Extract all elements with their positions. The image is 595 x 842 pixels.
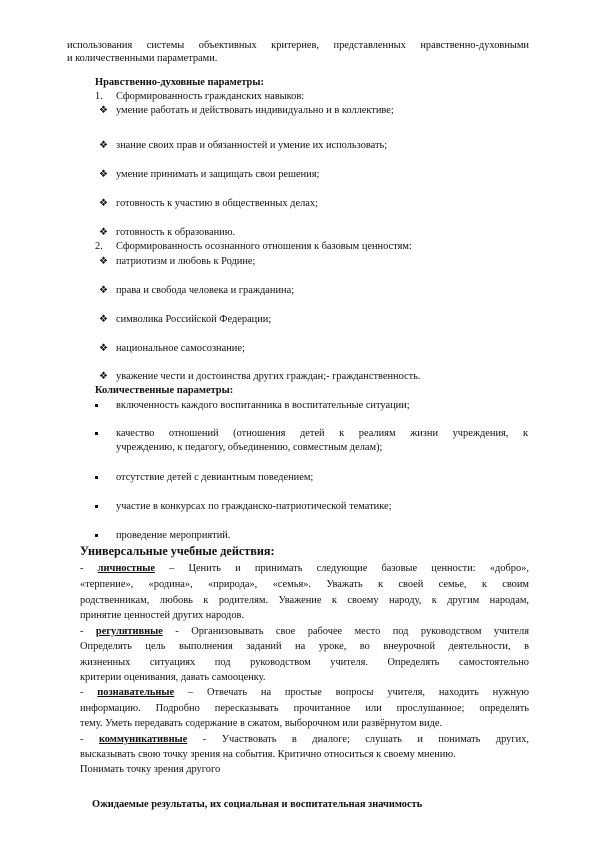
uud-personal-line-3: родственникам, любовь к родителям. Уважение к своему народу, к другим народам,	[80, 595, 529, 606]
diamond-bullet-icon: ❖	[99, 140, 108, 151]
diamond-bullet-icon: ❖	[99, 371, 108, 382]
diamond-bullet-icon: ❖	[99, 169, 108, 180]
square-bullet-icon	[95, 534, 98, 537]
group2-item: патриотизм и любовь к Родине;	[116, 256, 256, 267]
square-bullet-icon	[95, 476, 98, 479]
uud-heading: Универсальные учебные действия:	[80, 544, 275, 558]
uud-cognitive-text: Отвечать на простые вопросы учителя, находить нужную	[207, 687, 529, 698]
square-bullet-icon	[95, 404, 98, 407]
quant-item: качество отношений (отношения детей к реалиям жизни учреждения, к	[116, 428, 528, 439]
uud-communicative-line-3: Понимать точку зрения другого	[80, 764, 221, 775]
uud-regulative-prefix: -	[80, 626, 84, 637]
intro-line-2: и количественными параметрами.	[67, 53, 218, 64]
group1-item: умение принимать и защищать свои решения;	[116, 169, 320, 180]
expected-results-heading: Ожидаемые результаты, их социальная и воспитательная значимость	[92, 799, 423, 810]
group1-title: Сформированность гражданских навыков:	[116, 91, 305, 102]
uud-regulative-dash: -	[175, 626, 179, 637]
group2-item: права и свобода человека и гражданина;	[116, 285, 295, 296]
diamond-bullet-icon: ❖	[99, 256, 108, 267]
uud-regulative-line-1	[80, 625, 529, 638]
diamond-bullet-icon: ❖	[99, 314, 108, 325]
group2-title: Сформированность осознанного отношения к базовым ценностям:	[116, 241, 412, 252]
group1-number: 1.	[95, 91, 103, 102]
diamond-bullet-icon: ❖	[99, 343, 108, 354]
quant-item-continuation: учреждению, к педагогу, объединению, совместным делам);	[116, 442, 383, 453]
group2-item: символика Российской Федерации;	[116, 314, 272, 325]
uud-cognitive-prefix: -	[80, 687, 84, 698]
uud-personal-text: Ценить и принимать следующие базовые ценности: «добро»,	[188, 563, 529, 574]
uud-regulative-text: Организовывать свое рабочее место под руководством учителя	[191, 626, 529, 637]
group2-number: 2.	[95, 241, 103, 252]
uud-cognitive-line-2: информацию. Подробно пересказывать прочитанное или прослушанное; определять	[80, 703, 529, 714]
uud-regulative-label: регулятивные	[95, 626, 163, 637]
diamond-bullet-icon: ❖	[99, 285, 108, 296]
uud-communicative-line-2: высказывать свою точку зрения на события. Критично относиться к своему мнению.	[80, 749, 456, 760]
uud-personal-dash: –	[169, 563, 175, 574]
intro-line-1: использования системы объективных критериев, представленных нравственно-духовными	[67, 40, 529, 51]
square-bullet-icon	[95, 505, 98, 508]
uud-cognitive-line-3: тему. Уметь передавать содержание в сжатом, выборочном или развёрнутом виде.	[80, 718, 443, 729]
uud-cognitive-line-1	[80, 686, 529, 699]
uud-communicative-dash: -	[202, 734, 207, 745]
diamond-bullet-icon: ❖	[99, 198, 108, 209]
uud-communicative-text: Участвовать в диалоге; слушать и понимать других,	[221, 734, 529, 745]
uud-cognitive-dash: –	[187, 687, 194, 698]
uud-communicative-line-1	[80, 733, 529, 746]
group1-item: готовность к образованию.	[116, 227, 236, 238]
quant-item: участие в конкурсах по гражданско-патриотической тематике;	[116, 501, 392, 512]
uud-personal-line-4: принятие ценностей других народов.	[80, 610, 245, 621]
group2-item: уважение чести и достоинства других граждан;- гражданственность.	[116, 371, 421, 382]
diamond-bullet-icon: ❖	[99, 105, 108, 116]
quant-item: включенность каждого воспитанника в воспитательные ситуации;	[116, 400, 410, 411]
square-bullet-icon	[95, 432, 98, 435]
uud-personal-label: личностные	[97, 563, 155, 574]
group1-item: готовность к участию в общественных делах;	[116, 198, 318, 209]
diamond-bullet-icon: ❖	[99, 227, 108, 238]
uud-personal-line-2: «терпение», «родина», «природа», «семья». Уважать к своей семье, к своим	[80, 579, 529, 590]
quant-item: проведение мероприятий.	[116, 530, 231, 541]
uud-communicative-prefix: -	[80, 734, 84, 745]
quant-params-heading: Количественные параметры:	[95, 385, 234, 396]
uud-personal-line-1	[80, 562, 529, 575]
group1-item: умение работать и действовать индивидуально и в коллективе;	[116, 105, 394, 116]
group1-item: знание своих прав и обязанностей и умение их использовать;	[116, 140, 388, 151]
group2-item: национальное самосознание;	[116, 343, 245, 354]
quant-item: отсутствие детей с девиантным поведением;	[116, 472, 314, 483]
uud-communicative-label: коммуникативные	[98, 734, 188, 745]
uud-personal-prefix: -	[80, 563, 84, 574]
uud-regulative-line-2: Определять цель выполнения заданий на уроке, во внеурочной деятельности, в	[80, 641, 529, 652]
uud-regulative-line-3: жизненных ситуациях под руководством учителя. Определять самостоятельно	[80, 657, 529, 668]
moral-params-heading: Нравственно-духовные параметры:	[95, 77, 264, 88]
uud-cognitive-label: познавательные	[97, 687, 175, 698]
uud-regulative-line-4: критерии оценивания, давать самооценку.	[80, 672, 266, 683]
